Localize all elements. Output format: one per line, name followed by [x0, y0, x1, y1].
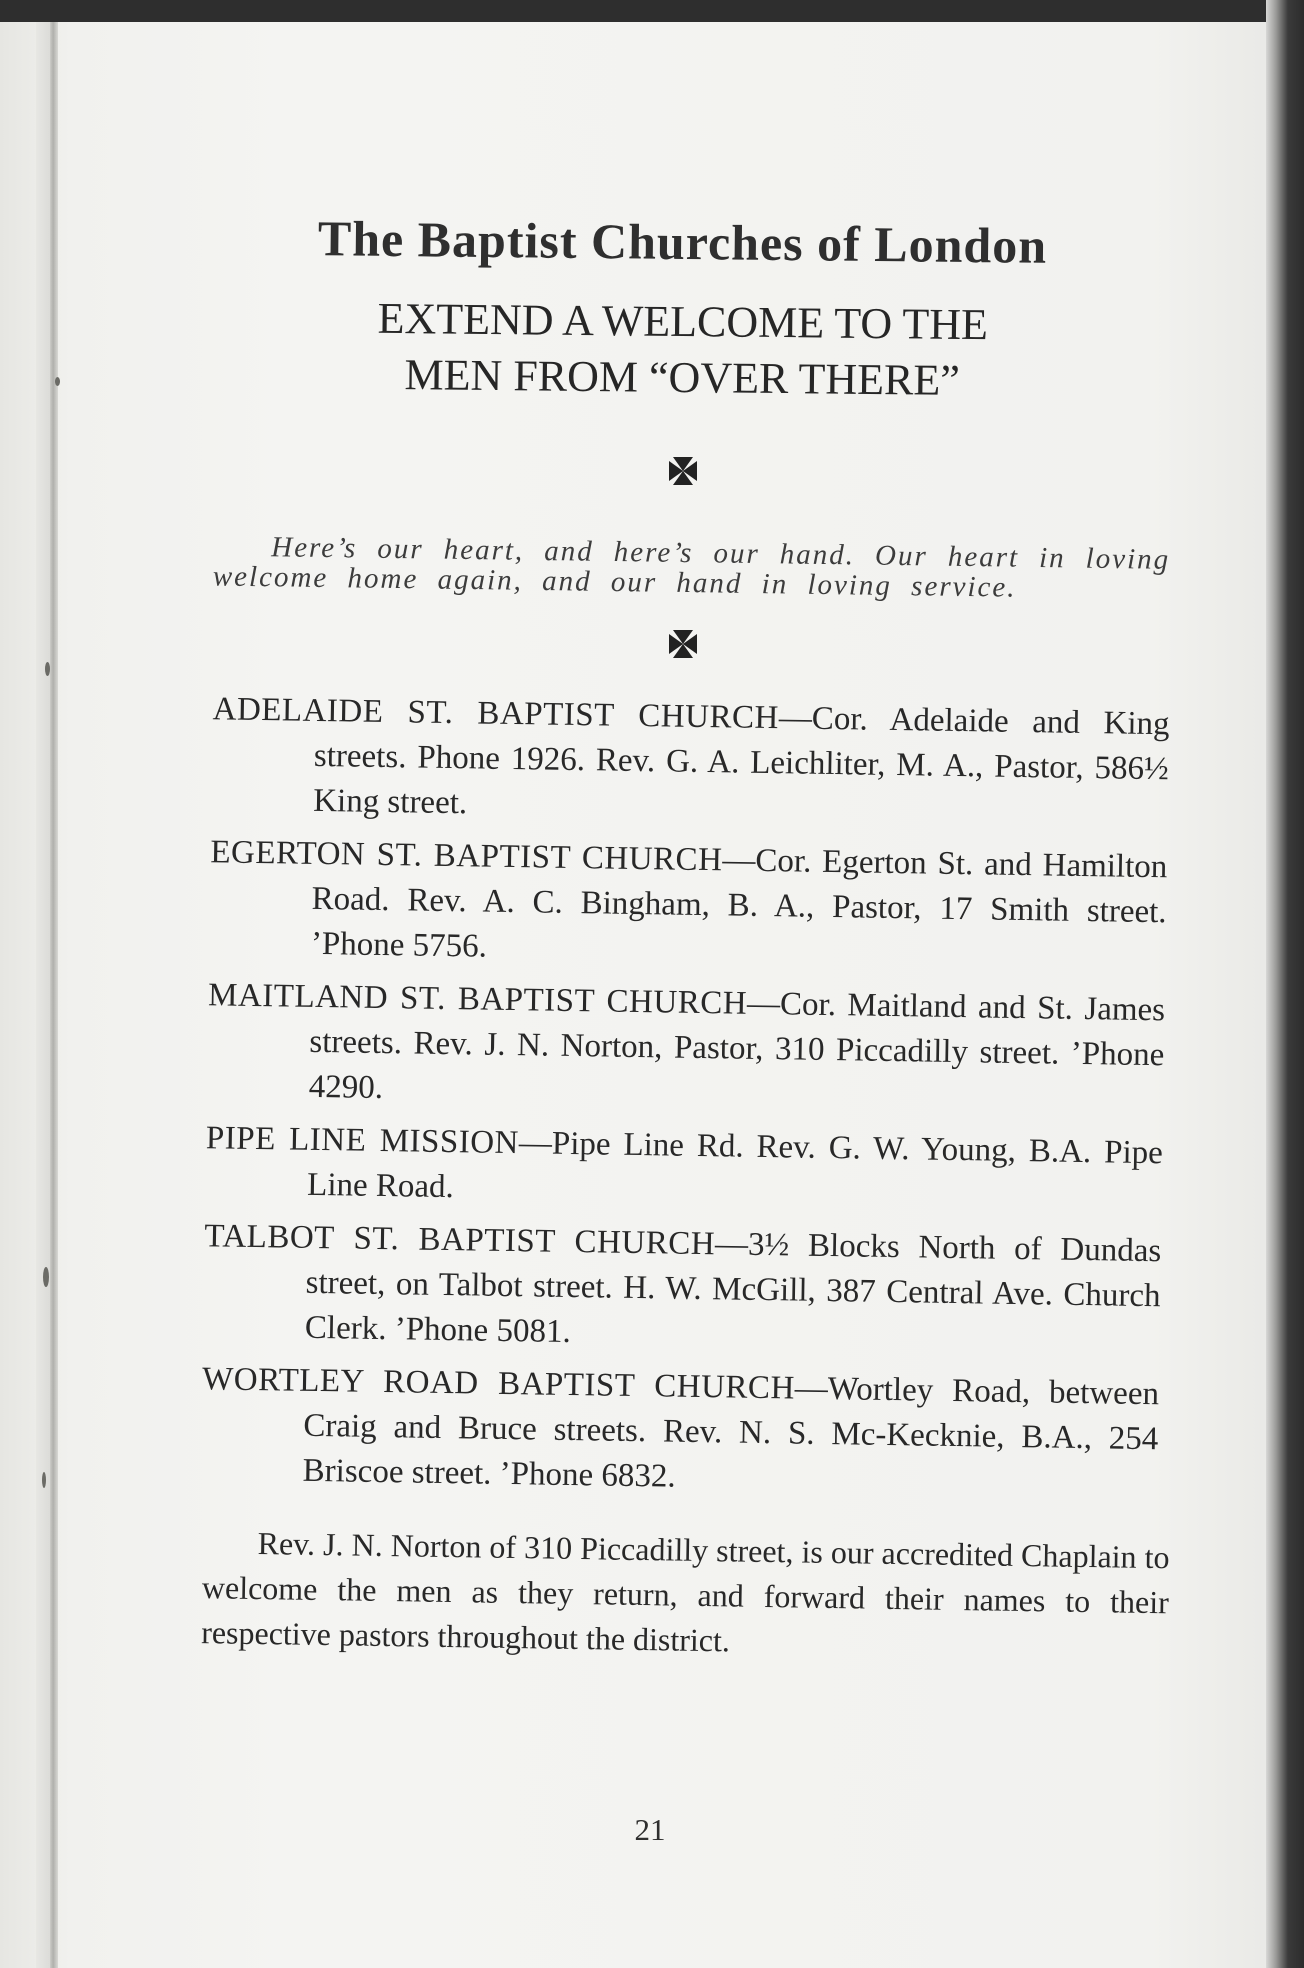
page-content — [195, 212, 1170, 1687]
church-name: TALBOT ST. BAPTIST CHURCH — [204, 1218, 716, 1263]
book-binding — [50, 22, 58, 1968]
scan-right-edge — [1266, 0, 1304, 1968]
church-name: WORTLEY ROAD BAPTIST CHURCH — [201, 1361, 796, 1407]
church-name: MAITLAND ST. BAPTIST CHURCH — [207, 977, 748, 1022]
church-entry — [195, 1214, 1162, 1364]
scan-top-edge — [0, 0, 1304, 22]
page-number: 21 — [634, 1812, 666, 1847]
welcome-heading — [194, 289, 1170, 411]
maltese-cross-icon — [666, 627, 700, 661]
page-speck — [43, 1267, 49, 1287]
book-page — [0, 22, 1278, 1968]
welcome-heading-line-1: EXTEND A WELCOME TO THE — [377, 293, 989, 350]
church-entry — [192, 1357, 1159, 1507]
church-directory — [182, 687, 1170, 1507]
page-speck — [55, 377, 60, 386]
church-details: —Wortley Road, between Craig and Bruce streets. Rev. N. S. Mc-Kecknie, B.A., 254 Briscoe street. ’Phone 6832. — [302, 1370, 1160, 1495]
greeting-paragraph: Here’s our heart, and here’s our hand. Our heart in loving welcome home again, and our hand in loving service. — [212, 531, 1171, 604]
page-speck — [42, 1472, 46, 1488]
maltese-cross-icon — [666, 454, 700, 488]
church-details: —Cor. Adelaide and King streets. Phone 1926. Rev. G. A. Leichliter, M. A., Pastor, 586½ King street. — [312, 700, 1170, 822]
church-name: ADELAIDE ST. BAPTIST CHURCH — [212, 691, 780, 737]
chaplain-note: Rev. J. N. Norton of 310 Piccadilly street, is our accredited Chaplain to welcome the men as they return, and forward their names to their respective pastors throughout the district. — [200, 1524, 1170, 1659]
church-details: —Cor. Maitland and St. James streets. Rev. J. N. Norton, Pastor, 310 Piccadilly street. ’Phone 4290. — [308, 985, 1166, 1106]
church-entry — [198, 973, 1165, 1123]
church-details: —3½ Blocks North of Dundas street, on Talbot street. H. W. McGill, 387 Central Ave. Church Clerk. ’Phone 5081. — [304, 1226, 1162, 1350]
page-speck — [45, 662, 50, 676]
welcome-heading-line-2: MEN FROM “OVER THERE” — [404, 350, 961, 405]
church-entry — [203, 687, 1170, 837]
page-title: The Baptist Churches of London — [317, 210, 1048, 274]
church-details: —Pipe Line Rd. Rev. G. W. Young, B.A. Pipe Line Road. — [306, 1125, 1164, 1206]
binding-shadow — [36, 22, 50, 1968]
church-name: PIPE LINE MISSION — [205, 1120, 520, 1162]
church-name: EGERTON ST. BAPTIST CHURCH — [210, 834, 723, 879]
church-entry — [197, 1116, 1163, 1221]
church-entry — [201, 830, 1168, 980]
church-details: —Cor. Egerton St. and Hamilton Road. Rev. A. C. Bingham, B. A., Pastor, 17 Smith street. ’Phone 5756. — [310, 842, 1168, 965]
